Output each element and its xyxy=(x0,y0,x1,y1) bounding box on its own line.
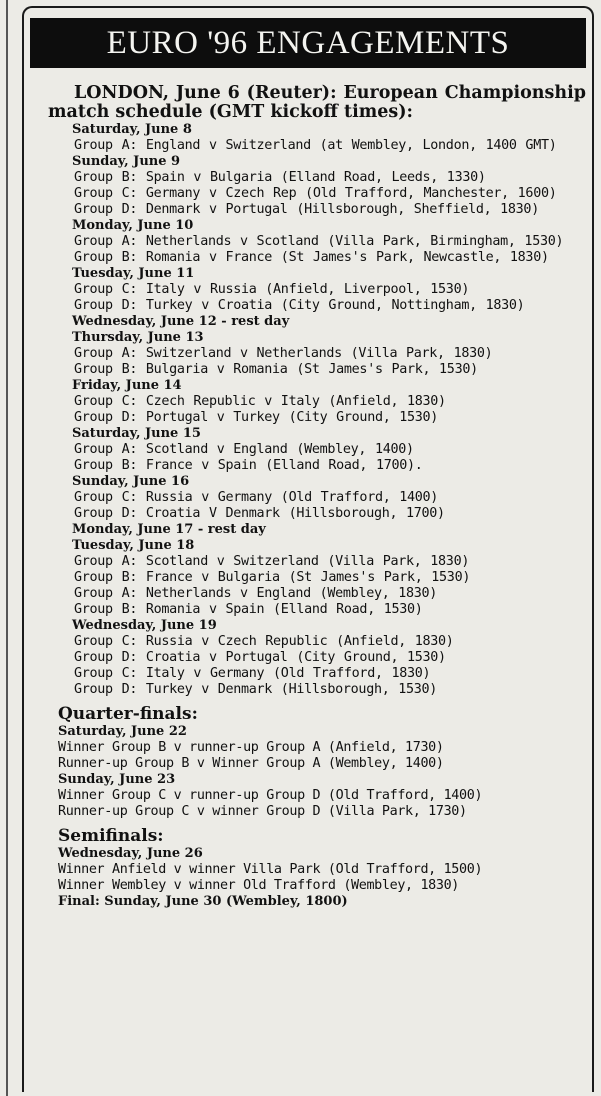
article-lead xyxy=(48,84,586,122)
match-day-heading: Saturday, June 15 xyxy=(72,426,201,441)
knockout-day-heading: Saturday, June 22 xyxy=(58,724,187,739)
knockout-day-heading: Wednesday, June 26 xyxy=(58,846,203,861)
final-match: Final: Sunday, June 30 (Wembley, 1800) xyxy=(58,894,348,909)
match-line: Group B: France v Bulgaria (St James's Park, 1530) xyxy=(74,570,471,585)
dateline: LONDON, June 6 (Reuter): European Championship match schedule (GMT kickoff times): xyxy=(48,83,586,122)
match-line: Group A: Switzerland v Netherlands (Villa Park, 1830) xyxy=(74,346,493,361)
match-line: Group D: Turkey v Denmark (Hillsborough, 1530) xyxy=(74,682,438,697)
match-line: Group C: Italy v Russia (Anfield, Liverpool, 1530) xyxy=(74,282,470,297)
match-line: Group B: France v Spain (Elland Road, 1700). xyxy=(74,458,423,473)
match-line: Group C: Russia v Czech Republic (Anfield, 1830) xyxy=(74,634,454,649)
match-line: Group A: Scotland v England (Wembley, 1400) xyxy=(74,442,414,457)
quarter-finals-schedule xyxy=(46,724,586,820)
match-day-heading: Sunday, June 9 xyxy=(72,154,181,169)
match-day-heading: Sunday, June 16 xyxy=(72,474,190,489)
match-day-heading: Thursday, June 13 xyxy=(72,330,204,345)
match-day-heading: Friday, June 14 xyxy=(72,378,182,393)
match-line: Group D: Denmark v Portugal (Hillsborough, Sheffield, 1830) xyxy=(74,202,539,217)
match-line: Group C: Italy v Germany (Old Trafford, 1830) xyxy=(74,666,431,681)
match-day-heading: Monday, June 10 xyxy=(72,218,194,233)
match-line: Group B: Romania v Spain (Elland Road, 1530) xyxy=(74,602,423,617)
match-line: Group C: Czech Republic v Italy (Anfield, 1830) xyxy=(74,394,446,409)
match-line: Group D: Turkey v Croatia (City Ground, Nottingham, 1830) xyxy=(74,298,525,313)
match-line: Group B: Spain v Bulgaria (Elland Road, Leeds, 1330) xyxy=(74,170,486,185)
semi-finals-schedule xyxy=(46,846,586,894)
match-line: Group D: Croatia v Portugal (City Ground, 1530) xyxy=(74,650,446,665)
match-line: Group C: Russia v Germany (Old Trafford, 1400) xyxy=(74,490,439,505)
knockout-match-line: Runner-up Group B v Winner Group A (Wembley, 1400) xyxy=(58,756,444,771)
match-line: Group B: Romania v France (St James's Park, Newcastle, 1830) xyxy=(74,250,549,265)
match-line: Group A: Netherlands v Scotland (Villa Park, Birmingham, 1530) xyxy=(74,234,564,249)
semi-finals-heading: Semifinals: xyxy=(58,826,164,846)
group-stage-schedule xyxy=(46,122,586,698)
match-line: Group B: Bulgaria v Romania (St James's Park, 1530) xyxy=(74,362,478,377)
match-day-heading: Saturday, June 8 xyxy=(72,122,192,137)
match-line: Group A: Scotland v Switzerland (Villa Park, 1830) xyxy=(74,554,470,569)
match-line: Group D: Croatia V Denmark (Hillsborough, 1700) xyxy=(74,506,445,521)
match-day-heading: Wednesday, June 12 - rest day xyxy=(72,314,290,329)
article-body xyxy=(24,84,592,910)
article-column xyxy=(22,6,594,1092)
match-line: Group D: Portugal v Turkey (City Ground, 1530) xyxy=(74,410,439,425)
match-line: Group C: Germany v Czech Rep (Old Trafford, Manchester, 1600) xyxy=(74,186,557,201)
match-line: Group A: England v Switzerland (at Wembley, London, 1400 GMT) xyxy=(74,138,557,153)
knockout-match-line: Winner Anfield v winner Villa Park (Old Trafford, 1500) xyxy=(58,862,483,877)
knockout-match-line: Winner Wembley v winner Old Trafford (Wembley, 1830) xyxy=(58,878,460,893)
page-edge-rule xyxy=(6,0,8,1096)
match-day-heading: Tuesday, June 18 xyxy=(72,538,195,553)
match-line: Group A: Netherlands v England (Wembley, 1830) xyxy=(74,586,438,601)
knockout-match-line: Runner-up Group C v winner Group D (Villa Park, 1730) xyxy=(58,804,467,819)
knockout-match-line: Winner Group C v runner-up Group D (Old Trafford, 1400) xyxy=(58,788,483,803)
quarter-finals-heading: Quarter-finals: xyxy=(58,704,198,724)
match-day-heading: Monday, June 17 - rest day xyxy=(72,522,266,537)
match-day-heading: Tuesday, June 11 xyxy=(72,266,195,281)
article-headline: EURO '96 ENGAGEMENTS xyxy=(30,18,586,68)
knockout-day-heading: Sunday, June 23 xyxy=(58,772,176,787)
knockout-match-line: Winner Group B v runner-up Group A (Anfield, 1730) xyxy=(58,740,444,755)
match-day-heading: Wednesday, June 19 xyxy=(72,618,217,633)
